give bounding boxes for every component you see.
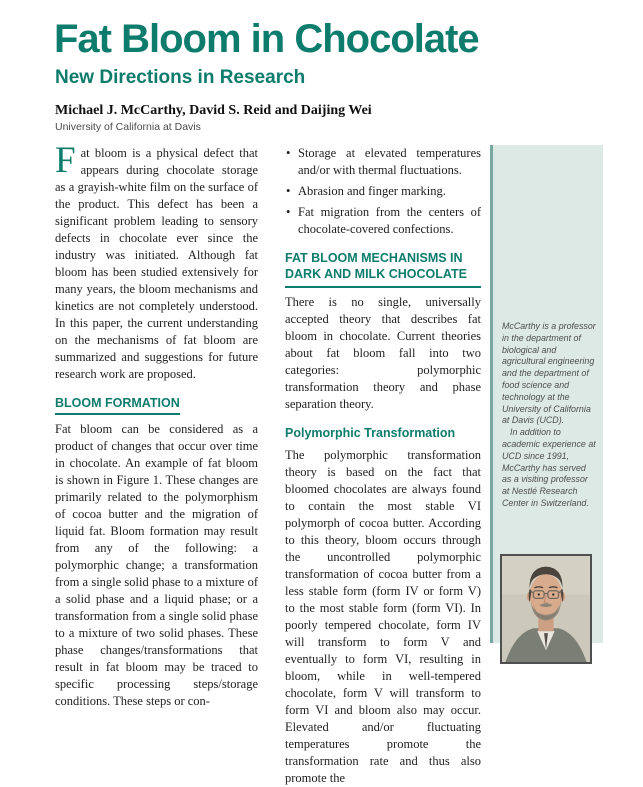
affiliation: University of California at Davis <box>55 121 201 133</box>
section-heading-bloom-formation: BLOOM FORMATION <box>55 395 258 415</box>
dropcap-letter: F <box>55 140 76 181</box>
bullet-item: • Fat migration from the centers of chocolate-covered confections. <box>285 204 481 238</box>
left-column <box>55 140 258 710</box>
authors-byline: Michael J. McCarthy, David S. Reid and Daijing Wei <box>55 103 372 118</box>
bio-paragraph: McCarthy is a professor in the department of biological and agricultural engineering and the department of food science and technology at the University of California at Davis (UCD). <box>502 321 596 426</box>
page-subtitle: New Directions in Research <box>55 67 306 88</box>
subsection-heading-polymorphic: Polymorphic Transformation <box>285 426 456 440</box>
bloom-formation-paragraph: Fat bloom can be considered as a product of changes that occur over time in chocolate. An example of fat bloom is shown in Figure 1. These changes are primarily related to the polymorphism of cocoa butter and the migration of liquid fat. Bloom formation may result from any of the following: a polymorphic change; a transformation from a single solid phase to a mixture of a solid phase and a liquid phase; or a transformation from a single solid phase to a mixture of two solid phases. These phase changes/transformations that result in fat bloom may be traced to specific processing steps/storage conditions. These steps or con- <box>55 422 258 708</box>
bullet-item: • Abrasion and finger marking. <box>285 183 481 200</box>
polymorphic-paragraph: The polymorphic transformation theory is based on the fact that bloomed chocolates are always found to contain the most stable VI polymorph of cocoa butter. According to this theory, bloom occurs through the uncontrolled polymorphic transformation of cocoa butter from a less stable form (form IV or form V) to the most stable form (form VI). In poorly tempered chocolate, form IV will transform to form V and eventually to form VI, resulting in bloom, while in well-tempered chocolate, form V will transform to form VI and bloom also may occur. Elevated and/or fluctuating temperatures promote the transformation rate and thus also promote the <box>285 448 481 785</box>
bullet-list <box>285 145 481 238</box>
author-portrait-photo <box>500 554 592 664</box>
page-title: Fat Bloom in Chocolate <box>54 17 479 61</box>
author-bio-text <box>502 321 597 510</box>
mechanisms-paragraph: There is no single, universally accepted theory that describes fat bloom in chocolate. Current theories about fat bloom fall into two categories: polymorphic transformation theory and phase separation theory. <box>285 295 481 411</box>
bullet-item: • Storage at elevated temperatures and/or with thermal fluctuations. <box>285 145 481 179</box>
author-bio-sidebar <box>490 145 603 643</box>
section-heading-mechanisms: FAT BLOOM MECHANISMS IN DARK AND MILK CHOCOLATE <box>285 250 481 288</box>
intro-text: at bloom is a physical defect that appears during chocolate storage as a grayish-white film on the surface of the product. This defect has been a significant problem leading to sensory defects in chocolate ever since the industry was initiated. Although fat bloom has been studied extensively for many years, the bloom mechanisms and kinetics are not completely understood. In this paper, the current understanding on the mechanisms of fat bloom are summarized and suggestions for future research work are proposed. <box>55 146 258 381</box>
bio-paragraph: In addition to academic experience at UCD since 1991, McCarthy has served as a visiting professor at Nestlé Research Center in Switzerland. <box>502 427 596 508</box>
portrait-illustration <box>502 556 590 662</box>
intro-paragraph <box>55 140 258 383</box>
middle-column <box>285 145 481 787</box>
